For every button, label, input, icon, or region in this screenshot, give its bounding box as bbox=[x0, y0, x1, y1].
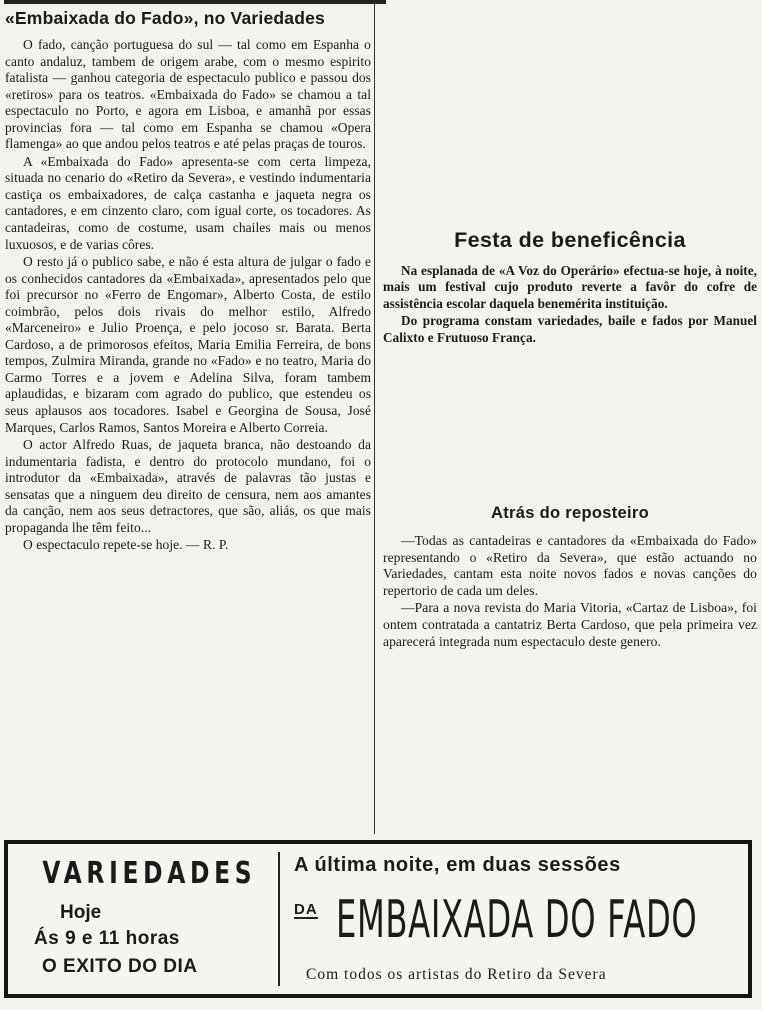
ad-venue-name: VARIEDADES bbox=[42, 856, 257, 891]
festa-article bbox=[383, 228, 757, 346]
left-article-paragraph-1: O fado, canção portuguesa do sul — tal como em Espanha o canto andaluz, tambem de origem arabe, com o mesmo espirito fatalista — ganhou categoria de espectaculo publico e passou dos «retiros» para os teatros. «Embaixada do Fado» se chamou a tal espectaculo no Porto, e agora em Lisboa, e amanhã por essas provincias fora — tal como em Espanha se chamou «Opera flamenga» ao que andou pelos teatros e até pelas praças de touros. bbox=[5, 37, 371, 152]
ad-da: DA bbox=[294, 901, 318, 918]
ad-show-name: EMBAIXADA DO FADO bbox=[336, 890, 698, 950]
reposteiro-article-paragraph-2: —Para a nova revista do Maria Vitoria, «Cartaz de Lisboa», foi ontem contratada a cantatriz Berta Cardoso, que pela primeira vez aparecerá integrada num espectaculo deste genero. bbox=[383, 600, 757, 649]
ad-show-block bbox=[286, 854, 742, 983]
left-article-paragraph-3: O resto já o publico sabe, e não é esta altura de julgar o fado e os conhecidos cantadores da «Embaixada», apresentados pelo que foi precursor no «Ferro de Engomar», Alberto Costa, de estilo coimbrão, pelos dois rivais do melhor estilo, Alfredo «Marceneiro» e Julio Proença, e pelo jocoso sr. Barata. Berta Cardoso, a de primorosos efeitos, Maria Emilia Ferreira, de bons tempos, Zulmira Miranda, grande no «Fado» e no teatro, Maria do Carmo Torres e a jovem e Adelina Silva, foram tambem aplaudidas, e bizaram com agrado do publico, que estendeu os seus aplausos aos tocadores. Isabel e Georgina de Sousa, José Marques, Carlos Ramos, Santos Moreira e Alberto Correia. bbox=[5, 254, 371, 435]
ad-times: Ás 9 e 11 horas bbox=[34, 928, 180, 949]
festa-article-paragraph-2: Do programa constam variedades, baile e fados por Manuel Calixto e Frutuoso França. bbox=[383, 313, 757, 345]
advertisement-box bbox=[4, 840, 752, 998]
ad-divider bbox=[278, 852, 280, 986]
ad-headline: A última noite, em duas sessões bbox=[294, 854, 621, 876]
left-article-paragraph-2: A «Embaixada do Fado» apresenta-se com certa limpeza, situada no cenario do «Retiro da Severa», e vestindo indumentaria castiça os embaixadores, de calça castanha e jaqueta negra os cantadores, e em cinzento claro, com igual corte, os tocadores. As cantadeiras, como de costume, usam chailes mais ou menos luxuosos, e de varias côres. bbox=[5, 153, 371, 252]
left-article-paragraph-4: O actor Alfredo Ruas, de jaqueta branca, não destoando da indumentaria fadista, e dentro do protocolo mundano, foi o introdutor da «Embaixada», através de palavras tão justas e sensatas que a ninguem deu direito de censura, nem aos amantes da canção, nem aos seus detractores, que são, aliás, os que mais propaganda lhe têm feito... bbox=[5, 437, 371, 535]
festa-article-paragraph-1: Na esplanada de «A Voz do Operário» efectua-se hoje, à noite, mais um festival cujo produto reverte a favôr do cofre de assistência escolar daquela benemérita instituição. bbox=[383, 263, 757, 311]
ad-tagline: O EXITO DO DIA bbox=[42, 956, 198, 977]
reposteiro-article bbox=[383, 504, 757, 650]
top-rule bbox=[4, 0, 386, 4]
left-article bbox=[5, 8, 371, 554]
column-rule bbox=[374, 2, 375, 834]
reposteiro-article-title: Atrás do reposteiro bbox=[491, 504, 649, 522]
left-article-paragraph-5: O espectaculo repete-se hoje. — R. P. bbox=[23, 537, 229, 553]
ad-today: Hoje bbox=[60, 902, 102, 923]
ad-venue-block bbox=[14, 854, 272, 978]
festa-article-title: Festa de beneficência bbox=[454, 228, 686, 252]
left-article-title: «Embaixada do Fado», no Variedades bbox=[5, 8, 325, 28]
ad-artists: Com todos os artistas do Retiro da Severa bbox=[306, 966, 607, 983]
reposteiro-article-paragraph-1: —Todas as cantadeiras e cantadores da «Embaixada do Fado» representando o «Retiro da Severa», que estão actuando no Variedades, cantam esta noite novos fados e novas canções do repertorio de cada um deles. bbox=[383, 533, 757, 598]
